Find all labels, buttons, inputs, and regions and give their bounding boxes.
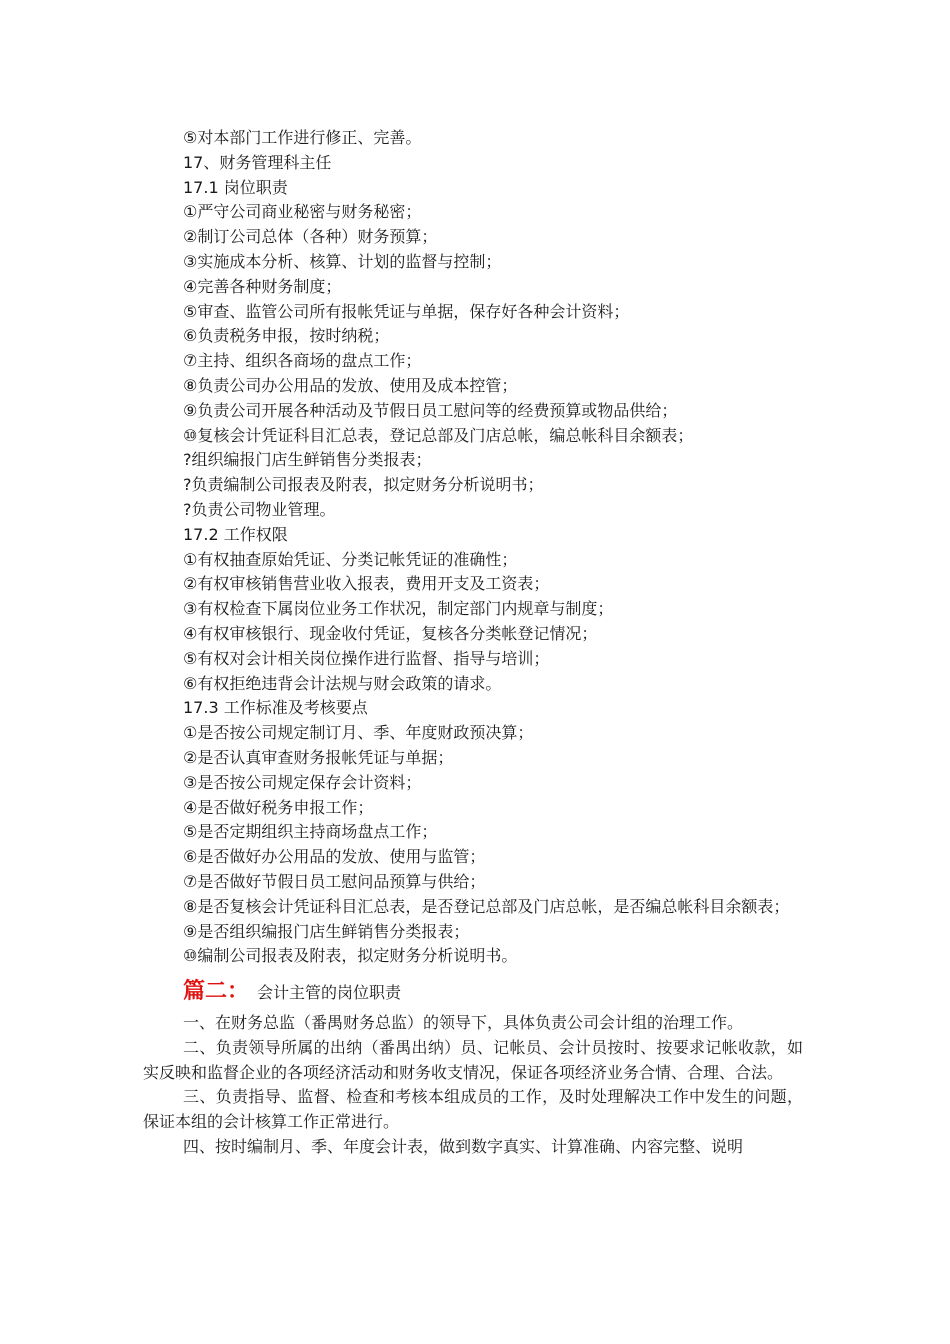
text-line: 17、财务管理科主任 bbox=[183, 152, 332, 172]
document-body bbox=[143, 126, 803, 1160]
text-line: 17.2 工作权限 bbox=[183, 524, 288, 544]
text-line: ⑥是否做好办公用品的发放、使用与监管； bbox=[183, 847, 486, 867]
text-line: ⑥负责税务申报，按时纳税； bbox=[183, 326, 390, 346]
text-line: ?负责公司物业管理。 bbox=[183, 499, 336, 519]
paragraph: 三、负责指导、监督、检查和考核本组成员的工作，及时处理解决工作中发生的问题，保证本组的会计核算工作正常进行。 bbox=[143, 1087, 803, 1132]
text-line: ⑦主持、组织各商场的盘点工作； bbox=[183, 351, 422, 371]
section-title: 会计主管的岗位职责 bbox=[257, 983, 402, 1003]
text-line: ③是否按公司规定保存会计资料； bbox=[183, 772, 422, 792]
paragraph: 四、按时编制月、季、年度会计表，做到数字真实、计算准确、内容完整、说明 bbox=[183, 1137, 744, 1157]
paragraph: 二、负责领导所属的出纳（番禺出纳）员、记帐员、会计员按时、按要求记帐收款，如实反映和监督企业的各项经济活动和财务收支情况，保证各项经济业务合情、合理、合法。 bbox=[143, 1037, 803, 1082]
text-line: ⑤是否定期组织主持商场盘点工作； bbox=[183, 822, 438, 842]
section-two-heading bbox=[143, 973, 803, 1011]
section-two bbox=[143, 1011, 803, 1160]
text-line: 17.3 工作标准及考核要点 bbox=[183, 698, 368, 718]
text-line: ?组织编报门店生鲜销售分类报表； bbox=[183, 450, 432, 470]
text-line: ④有权审核银行、现金收付凭证，复核各分类帐登记情况； bbox=[183, 623, 598, 643]
text-line: ⑨负责公司开展各种活动及节假日员工慰问等的经费预算或物品供给； bbox=[183, 400, 678, 420]
text-line: ①有权抽查原始凭证、分类记帐凭证的准确性； bbox=[183, 549, 518, 569]
text-line: ⑩复核会计凭证科目汇总表，登记总部及门店总帐，编总帐科目余额表； bbox=[183, 425, 694, 445]
text-line: ⑨是否组织编报门店生鲜销售分类报表； bbox=[183, 921, 470, 941]
section-label: 篇二： bbox=[183, 979, 250, 1005]
text-line: ③有权检查下属岗位业务工作状况，制定部门内规章与制度； bbox=[183, 599, 614, 619]
wrapped-text-item: ⑧是否复核会计凭证科目汇总表，是否登记总部及门店总帐，是否编总帐科目余额表； bbox=[183, 896, 790, 916]
text-line: ③实施成本分析、核算、计划的监督与控制； bbox=[183, 251, 502, 271]
text-line: ①是否按公司规定制订月、季、年度财政预决算； bbox=[183, 723, 534, 743]
text-line: ②制订公司总体（各种）财务预算； bbox=[183, 227, 438, 247]
paragraph: 一、在财务总监（番禺财务总监）的领导下，具体负责公司会计组的治理工作。 bbox=[183, 1013, 744, 1033]
text-line: ⑩编制公司报表及附表，拟定财务分析说明书。 bbox=[183, 946, 518, 966]
text-line: ②有权审核销售营业收入报表，费用开支及工资表； bbox=[183, 574, 550, 594]
text-line: ①严守公司商业秘密与财务秘密； bbox=[183, 202, 422, 222]
text-line: 17.1 岗位职责 bbox=[183, 177, 288, 197]
text-line: ⑤对本部门工作进行修正、完善。 bbox=[183, 128, 422, 147]
text-line: ⑤审查、监管公司所有报帐凭证与单据，保存好各种会计资料； bbox=[183, 301, 630, 321]
text-line: ②是否认真审查财务报帐凭证与单据； bbox=[183, 747, 454, 767]
section-one bbox=[143, 126, 803, 969]
text-line: ⑧负责公司办公用品的发放、使用及成本控管； bbox=[183, 375, 518, 395]
text-line: ④完善各种财务制度； bbox=[183, 276, 342, 296]
text-line: ④是否做好税务申报工作； bbox=[183, 797, 374, 817]
text-line: ?负责编制公司报表及附表，拟定财务分析说明书； bbox=[183, 475, 544, 495]
text-line: ⑤有权对会计相关岗位操作进行监督、指导与培训； bbox=[183, 648, 550, 668]
text-line: ⑦是否做好节假日员工慰问品预算与供给； bbox=[183, 871, 486, 891]
text-line: ⑥有权拒绝违背会计法规与财会政策的请求。 bbox=[183, 673, 502, 693]
